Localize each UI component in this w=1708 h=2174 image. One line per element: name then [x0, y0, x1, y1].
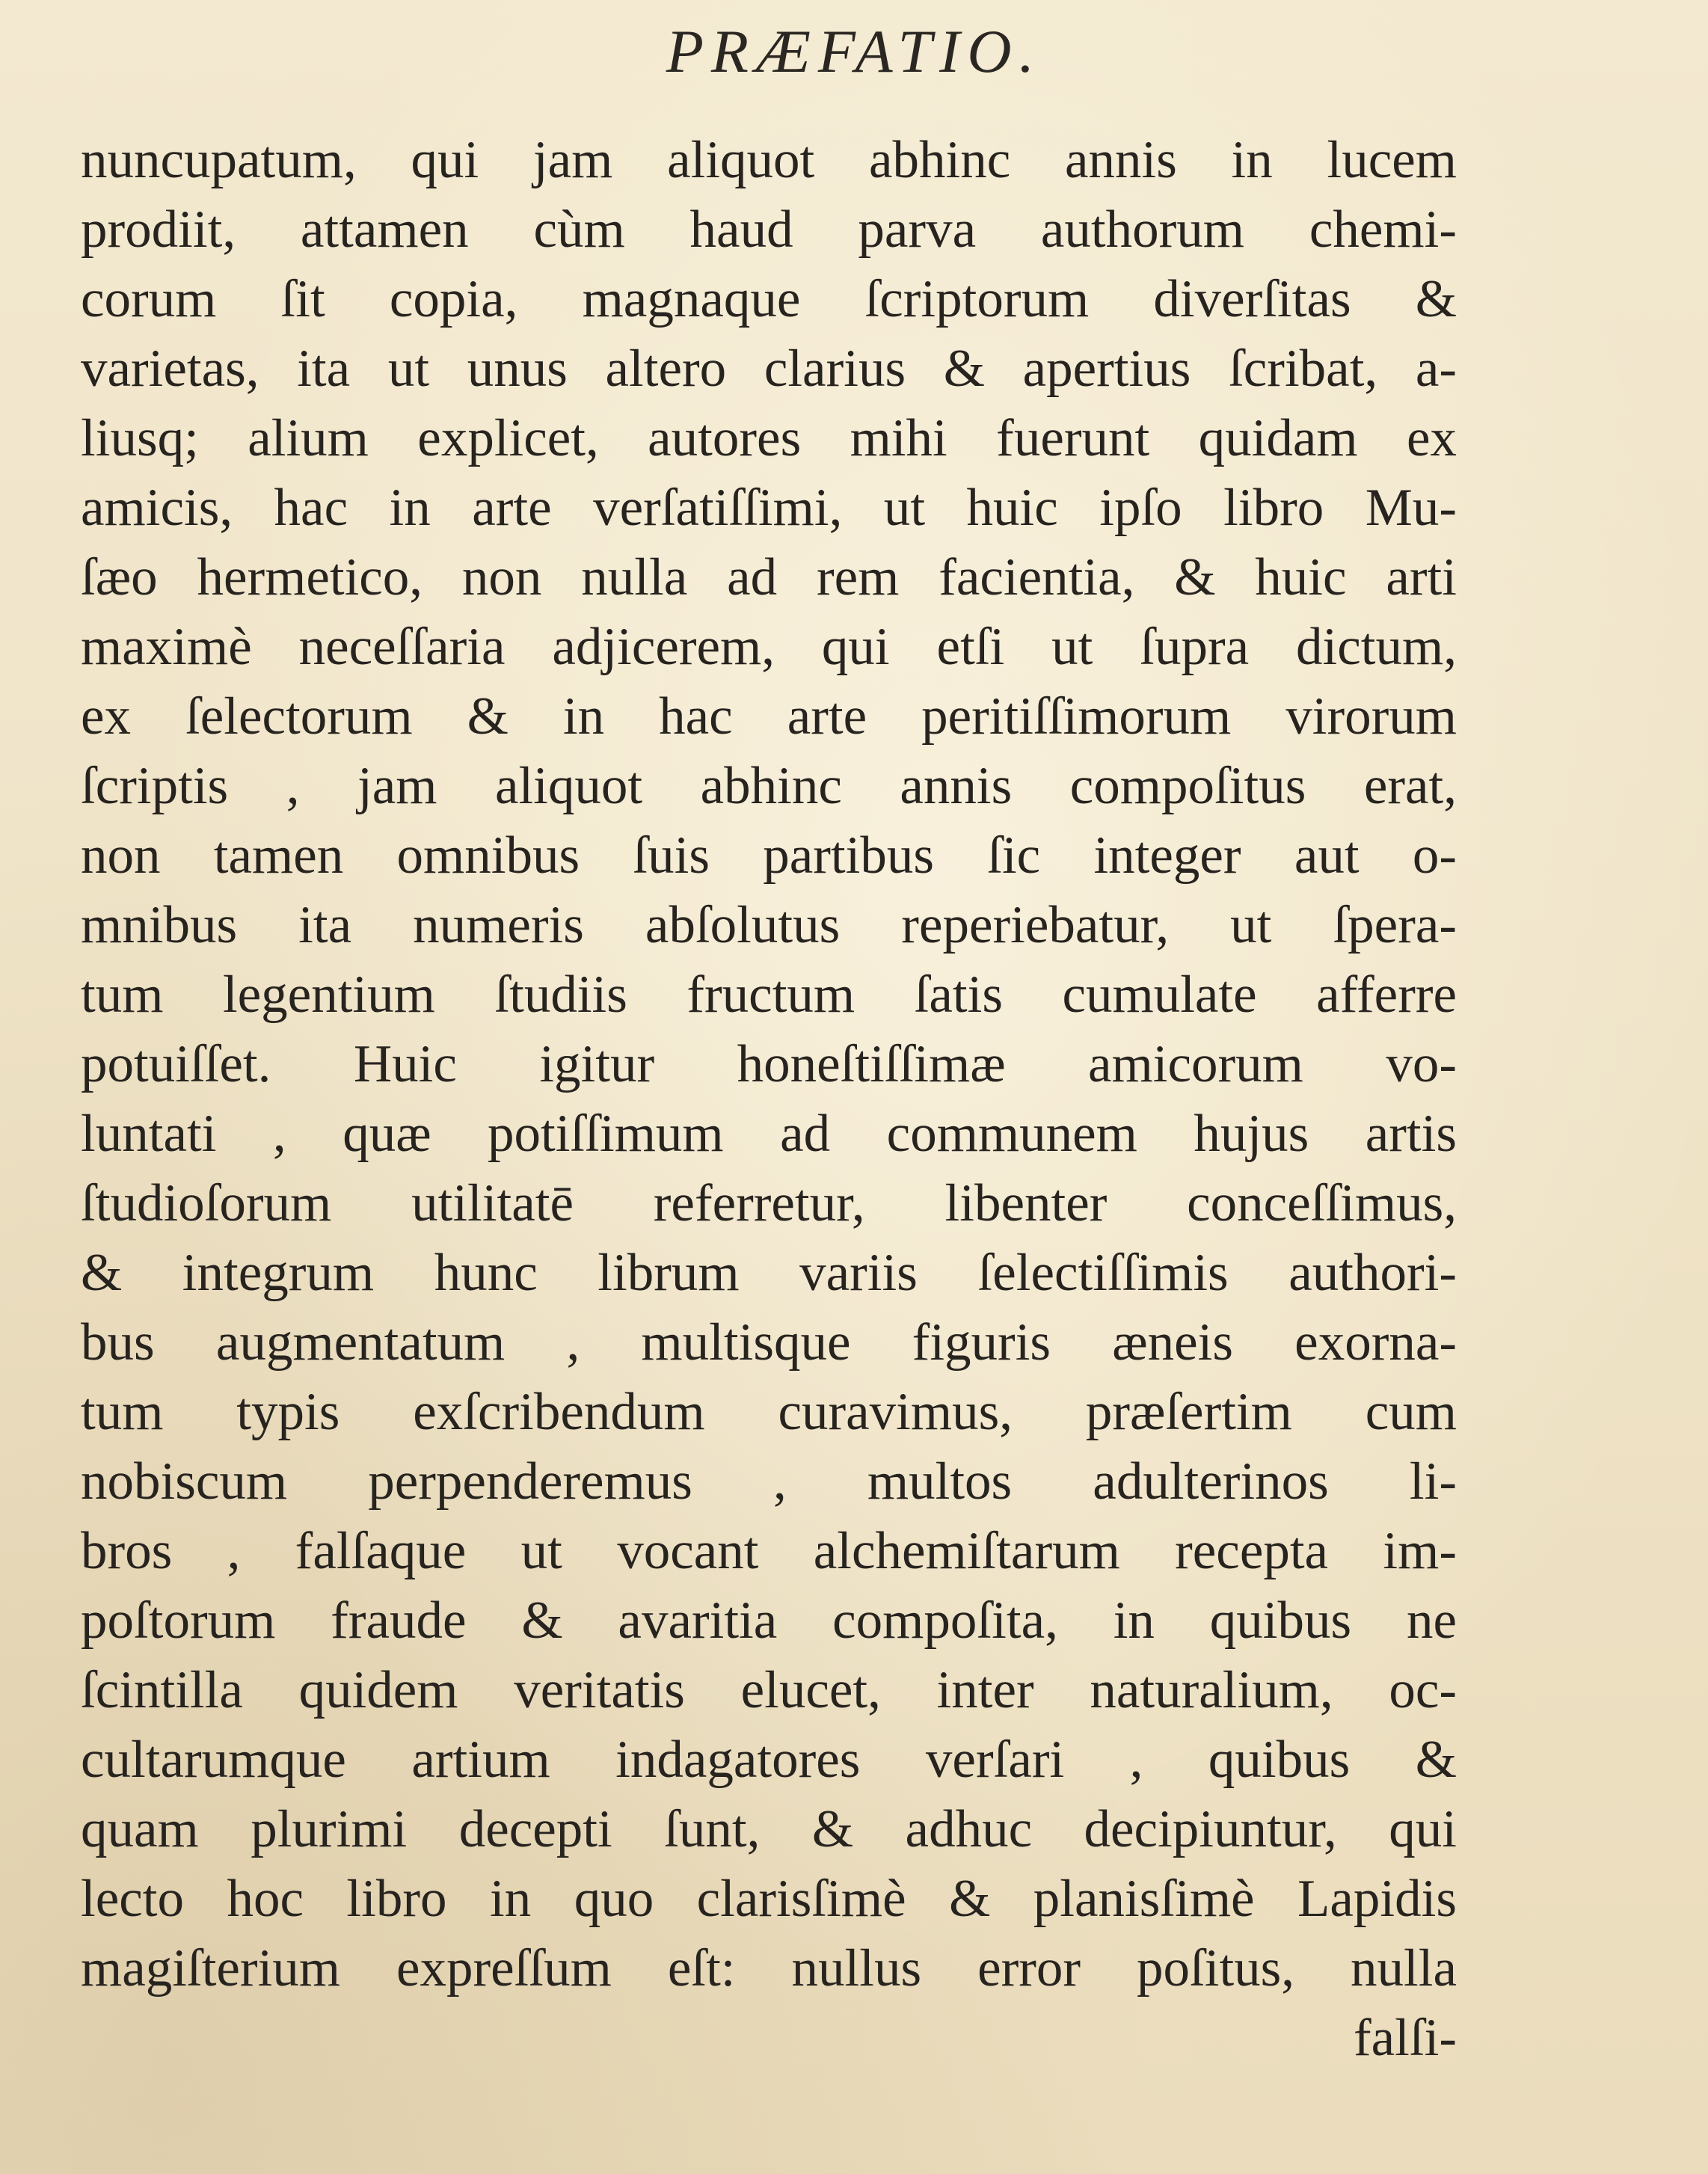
running-head: PRÆFATIO. [666, 17, 1042, 85]
text-line: bros , falſaque ut vocant alchemiſtarum recepta im- [81, 1522, 1457, 1580]
text-line: non tamen omnibus ſuis partibus ſic integer aut o- [81, 826, 1457, 885]
text-line: tum legentium ſtudiis fructum ſatis cumulate afferre [81, 965, 1457, 1024]
text-line: amicis, hac in arte verſatiſſimi, ut huic ipſo libro Mu- [81, 479, 1457, 537]
text-line: poſtorum fraude & avaritia compoſita, in quibus ne [81, 1591, 1457, 1650]
text-line: ſcriptis , jam aliquot abhinc annis compoſitus erat, [81, 757, 1457, 815]
text-line: nobiscum perpenderemus , multos adulterinos li- [81, 1452, 1457, 1511]
text-line: luntati , quæ potiſſimum ad communem hujus artis [81, 1105, 1457, 1163]
text-line: tum typis exſcribendum curavimus, præſertim cum [81, 1383, 1457, 1441]
text-line: corum ſit copia, magnaque ſcriptorum diverſitas & [81, 270, 1457, 328]
text-line: ſæo hermetico, non nulla ad rem facientia, & huic arti [81, 548, 1457, 607]
text-line: ex ſelectorum & in hac arte peritiſſimorum virorum [81, 687, 1457, 746]
text-line: magiſterium expreſſum eſt: nullus error poſitus, nulla [81, 1939, 1457, 1998]
text-line: liusq; alium explicet, autores mihi fuerunt quidam ex [81, 409, 1457, 467]
text-line: varietas, ita ut unus altero clarius & apertius ſcribat, a- [81, 340, 1457, 398]
text-line: ſtudioſorum utilitatē referretur, libenter conceſſimus, [81, 1174, 1457, 1232]
text-line: mnibus ita numeris abſolutus reperiebatur, ut ſpera- [81, 896, 1457, 954]
text-line: cultarumque artium indagatores verſari , quibus & [81, 1731, 1457, 1789]
text-line: lecto hoc libro in quo clarisſimè & planisſimè Lapidis [81, 1870, 1457, 1928]
text-line: potuiſſet. Huic igitur honeſtiſſimæ amicorum vo- [81, 1035, 1457, 1093]
body-text [81, 126, 1457, 2073]
text-line: maximè neceſſaria adjicerem, qui etſi ut ſupra dictum, [81, 618, 1457, 676]
catchword: falſi- [1354, 2009, 1457, 2067]
text-line: quam plurimi decepti ſunt, & adhuc decipiuntur, qui [81, 1800, 1457, 1858]
text-line: prodiit, attamen cùm haud parva authorum chemi- [81, 200, 1457, 259]
text-line: bus augmentatum , multisque figuris æneis exorna- [81, 1313, 1457, 1372]
text-line: ſcintilla quidem veritatis elucet, inter naturalium, oc- [81, 1661, 1457, 1719]
text-line: & integrum hunc librum variis ſelectiſſimis authori- [81, 1244, 1457, 1302]
text-line: nuncupatum, qui jam aliquot abhinc annis in lucem [81, 131, 1457, 189]
